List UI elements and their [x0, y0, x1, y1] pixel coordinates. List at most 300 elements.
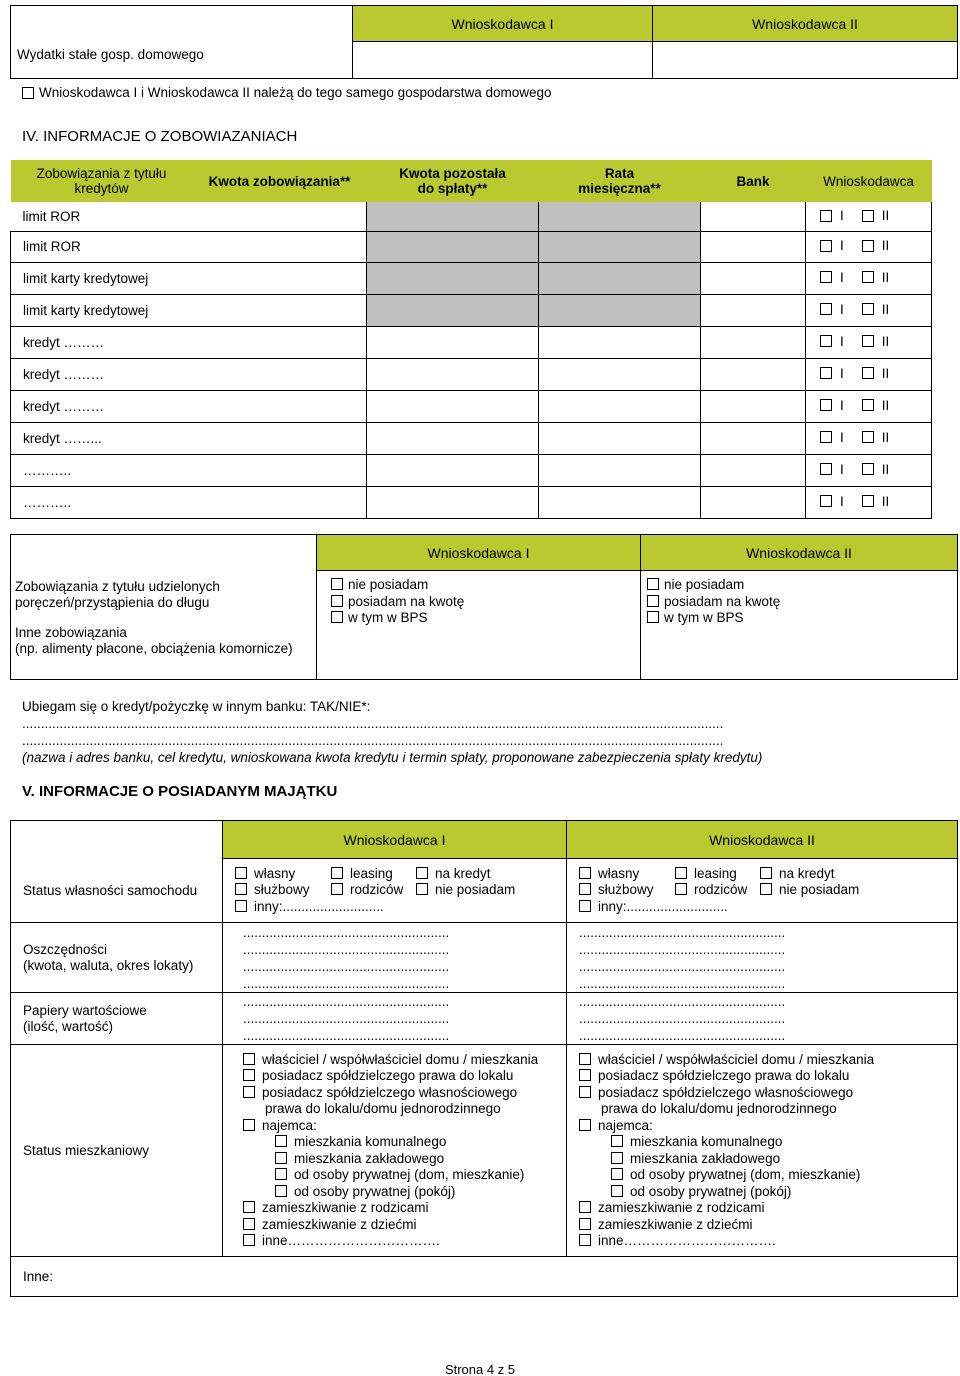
- liability-type-label: kredyt ………: [23, 366, 105, 382]
- assets-blank-header: [11, 821, 223, 859]
- liability-installment-cell[interactable]: [539, 422, 701, 454]
- liability-installment-cell[interactable]: [539, 262, 701, 294]
- household-checkbox[interactable]: [22, 87, 34, 99]
- liability-type-label: limit karty kredytowej: [23, 270, 149, 286]
- checkbox[interactable]: [611, 1135, 623, 1147]
- dotline: .......................................................: [243, 1011, 450, 1026]
- housing-option[interactable]: [579, 1200, 957, 1217]
- checkbox[interactable]: [579, 867, 591, 879]
- checkbox[interactable]: [611, 1152, 623, 1164]
- checkbox[interactable]: [647, 578, 659, 590]
- option-label: w tym w BPS: [664, 610, 744, 625]
- checkbox[interactable]: [862, 399, 874, 411]
- housing-option[interactable]: [579, 1184, 957, 1201]
- housing-option[interactable]: [243, 1217, 566, 1234]
- car-option[interactable]: [331, 866, 393, 881]
- checkbox[interactable]: [760, 867, 772, 879]
- applicant-1-option[interactable]: [820, 366, 844, 381]
- liability-bank-cell[interactable]: [701, 202, 806, 231]
- option-label: I: [840, 301, 844, 317]
- checkbox[interactable]: [820, 495, 832, 507]
- option-label: I: [840, 333, 844, 349]
- savings-applicant1[interactable]: [223, 923, 567, 993]
- savings-applicant2[interactable]: [567, 923, 958, 993]
- liability-applicant-cell[interactable]: [806, 358, 932, 390]
- checkbox[interactable]: [416, 867, 428, 879]
- option-label: prawa do lokalu/domu jednorodzinnego: [601, 1101, 837, 1116]
- option-label: II: [881, 238, 890, 254]
- housing-option[interactable]: [579, 1233, 957, 1250]
- car-option[interactable]: [416, 866, 491, 881]
- checkbox[interactable]: [862, 271, 874, 283]
- section-4-title: IV. INFORMACJE O ZOBOWIAZANIACH: [22, 128, 298, 145]
- liability-installment-cell[interactable]: [539, 486, 701, 518]
- checkbox[interactable]: [331, 611, 343, 623]
- liability-amount-cell[interactable]: [193, 202, 367, 231]
- checkbox[interactable]: [647, 595, 659, 607]
- applicant-1-option[interactable]: [820, 334, 844, 349]
- option-label: II: [881, 461, 890, 477]
- checkbox[interactable]: [820, 240, 832, 252]
- option-label: II: [881, 493, 890, 509]
- option-label: II: [881, 269, 890, 285]
- housing-option[interactable]: [579, 1068, 957, 1085]
- checkbox[interactable]: [862, 367, 874, 379]
- assets-applicant1-header: Wnioskodawca I: [223, 821, 567, 859]
- checkbox[interactable]: [243, 1218, 255, 1230]
- car-option[interactable]: [760, 866, 835, 881]
- checkbox[interactable]: [862, 495, 874, 507]
- checkbox[interactable]: [611, 1168, 623, 1180]
- guarantees-applicant2-header: Wnioskodawca II: [641, 535, 958, 571]
- car-options-applicant1: [223, 859, 567, 923]
- liability-amount-cell[interactable]: [193, 231, 367, 262]
- option-label: II: [881, 333, 890, 349]
- dotline: .......................................................: [243, 941, 450, 957]
- option-label: mieszkania komunalnego: [630, 1134, 783, 1149]
- liability-remaining-cell[interactable]: [367, 454, 539, 486]
- liability-row: [11, 390, 932, 422]
- liabilities-bank-header: Bank: [736, 173, 770, 189]
- applicant-2-option[interactable]: [862, 302, 890, 317]
- dotline: .......................................................: [579, 1028, 786, 1043]
- liability-remaining-cell[interactable]: [367, 231, 539, 262]
- option-label: nie posiadam: [664, 577, 745, 592]
- liabilities-applicant-header: Wnioskodawca: [823, 173, 914, 189]
- liability-remaining-cell[interactable]: [367, 358, 539, 390]
- car-option[interactable]: [579, 882, 654, 897]
- liability-installment-cell[interactable]: [539, 326, 701, 358]
- liability-amount-cell[interactable]: [193, 390, 367, 422]
- guarantees-applicant1-header: Wnioskodawca I: [317, 535, 641, 571]
- option-label: posiadacz spółdzielczego własnościowego: [262, 1084, 518, 1100]
- option-label: I: [840, 429, 844, 445]
- applicant-2-option[interactable]: [862, 430, 890, 445]
- dotline: .......................................................: [243, 958, 450, 974]
- liability-type-cell: [11, 454, 193, 486]
- liability-type-cell: [11, 326, 193, 358]
- option-label: leasing: [694, 865, 737, 881]
- guarantees-applicant2-options: [641, 571, 958, 680]
- liability-applicant-cell[interactable]: [806, 262, 932, 294]
- applicant-2-option[interactable]: [862, 208, 890, 223]
- option-label: inne…………………………….: [598, 1233, 776, 1248]
- option-label: właściciel / współwłaściciel domu / mieszkania: [598, 1051, 875, 1067]
- liability-bank-cell[interactable]: [701, 422, 806, 454]
- option-label: mieszkania zakładowego: [294, 1150, 445, 1166]
- other-assets-row[interactable]: [11, 1257, 958, 1297]
- checkbox[interactable]: [647, 611, 659, 623]
- checkbox[interactable]: [579, 1234, 591, 1246]
- checkbox[interactable]: [579, 1086, 591, 1098]
- option-label: posiadacz spółdzielczego prawa do lokalu: [598, 1068, 850, 1083]
- securities-label-1: Papiery wartościowe: [23, 1002, 147, 1018]
- checkbox[interactable]: [862, 431, 874, 443]
- household-checkbox-row[interactable]: [22, 85, 552, 100]
- car-grid: [579, 866, 957, 916]
- housing-option[interactable]: [243, 1184, 566, 1201]
- option-label: mieszkania komunalnego: [294, 1134, 447, 1149]
- other-bank-question: Ubiegam się o kredyt/pożyczkę w innym banku: TAK/NIE*:: [22, 699, 371, 714]
- checkbox[interactable]: [862, 240, 874, 252]
- checkbox[interactable]: [675, 883, 687, 895]
- option-label: zamieszkiwanie z dziećmi: [262, 1216, 417, 1232]
- dotline: .......................................................: [579, 994, 786, 1009]
- applicant-1-option[interactable]: [820, 494, 844, 509]
- option-label: II: [881, 397, 890, 413]
- liability-amount-cell[interactable]: [193, 486, 367, 518]
- guarantees-label-1: Zobowiązania z tytułu udzielonych poręczeń/przystąpienia do długu: [15, 578, 220, 610]
- checkbox[interactable]: [331, 595, 343, 607]
- housing-status-label: Status mieszkaniowy: [11, 1045, 223, 1257]
- expenses-applicant2-input[interactable]: [653, 42, 958, 79]
- option-label: I: [840, 269, 844, 285]
- housing-option[interactable]: [579, 1134, 957, 1151]
- liability-type-cell: [11, 231, 193, 262]
- liability-applicant-cell[interactable]: [806, 390, 932, 422]
- housing-option[interactable]: [243, 1167, 566, 1184]
- option-label: posiadacz spółdzielczego prawa do lokalu: [262, 1068, 514, 1083]
- car-option[interactable]: [331, 882, 403, 897]
- liability-type-cell: [11, 486, 193, 518]
- liability-row: [11, 231, 932, 262]
- option-label: zamieszkiwanie z rodzicami: [598, 1200, 765, 1215]
- liability-installment-cell[interactable]: [539, 294, 701, 326]
- liability-type-label: kredyt ………: [23, 334, 105, 350]
- liability-installment-cell[interactable]: [539, 390, 701, 422]
- dotline: .......................................................: [579, 958, 786, 974]
- liability-amount-cell[interactable]: [193, 326, 367, 358]
- liability-row: [11, 262, 932, 294]
- guarantees-label-2a: Inne zobowiązania: [15, 624, 127, 640]
- liability-applicant-cell[interactable]: [806, 326, 932, 358]
- option-label: posiadam na kwotę: [348, 593, 465, 609]
- liability-remaining-cell[interactable]: [367, 486, 539, 518]
- liability-applicant-cell[interactable]: [806, 202, 932, 231]
- liability-bank-cell[interactable]: [701, 262, 806, 294]
- checkbox[interactable]: [235, 867, 247, 879]
- housing-option[interactable]: [243, 1200, 566, 1217]
- option-label: na kredyt: [779, 865, 835, 881]
- savings-label-1: Oszczędności: [23, 941, 108, 957]
- car-option[interactable]: [579, 899, 728, 914]
- checkbox[interactable]: [820, 431, 832, 443]
- option-label: I: [840, 208, 844, 223]
- option-label: inny:...........................: [254, 898, 384, 914]
- option-label: na kredyt: [435, 865, 491, 881]
- liabilities-remaining-header: Kwota pozostała do spłaty**: [399, 166, 506, 196]
- housing-option[interactable]: [243, 1118, 566, 1135]
- housing-option[interactable]: [579, 1052, 957, 1069]
- option-label: I: [840, 365, 844, 381]
- checkbox[interactable]: [862, 335, 874, 347]
- car-option[interactable]: [235, 899, 384, 914]
- securities-label: [11, 993, 223, 1045]
- checkbox[interactable]: [275, 1135, 287, 1147]
- applicant-1-option[interactable]: [820, 208, 844, 223]
- liability-bank-cell[interactable]: [701, 231, 806, 262]
- checkbox[interactable]: [820, 271, 832, 283]
- expenses-applicant1-header: Wnioskodawca I: [353, 6, 653, 42]
- car-option[interactable]: [235, 866, 295, 881]
- checkbox[interactable]: [243, 1234, 255, 1246]
- housing-option[interactable]: [579, 1151, 957, 1168]
- checkbox[interactable]: [579, 900, 591, 912]
- liability-amount-cell[interactable]: [193, 454, 367, 486]
- applicant-2-option[interactable]: [862, 334, 890, 349]
- expenses-applicant1-input[interactable]: [353, 42, 653, 79]
- checkbox[interactable]: [275, 1185, 287, 1197]
- checkbox[interactable]: [235, 900, 247, 912]
- checkbox[interactable]: [243, 1086, 255, 1098]
- option-label: właściciel / współwłaściciel domu / mieszkania: [262, 1051, 539, 1067]
- option-label: nie posiadam: [435, 881, 516, 897]
- checkbox[interactable]: [820, 303, 832, 315]
- option-label: II: [881, 208, 890, 223]
- checkbox[interactable]: [675, 867, 687, 879]
- liability-bank-cell[interactable]: [701, 486, 806, 518]
- liability-type-label: kredyt ……...: [23, 430, 102, 446]
- applicant-2-option[interactable]: [862, 398, 890, 413]
- liability-remaining-cell[interactable]: [367, 326, 539, 358]
- checkbox[interactable]: [579, 1218, 591, 1230]
- checkbox[interactable]: [611, 1185, 623, 1197]
- checkbox[interactable]: [820, 463, 832, 475]
- liability-installment-cell[interactable]: [539, 358, 701, 390]
- liability-amount-cell[interactable]: [193, 294, 367, 326]
- checkbox[interactable]: [243, 1069, 255, 1081]
- liability-applicant-cell[interactable]: [806, 294, 932, 326]
- liability-applicant-cell[interactable]: [806, 486, 932, 518]
- option-label: I: [840, 461, 844, 477]
- checkbox[interactable]: [862, 463, 874, 475]
- checkbox[interactable]: [243, 1053, 255, 1065]
- housing-option[interactable]: [579, 1217, 957, 1234]
- securities-label-2: (ilość, wartość): [23, 1018, 114, 1034]
- g2-opt-none[interactable]: [647, 577, 957, 594]
- option-label: w tym w BPS: [348, 610, 428, 625]
- car-option[interactable]: [416, 882, 515, 897]
- liability-type-cell: [11, 422, 193, 454]
- liability-applicant-cell[interactable]: [806, 454, 932, 486]
- g2-opt-bps[interactable]: [647, 610, 957, 627]
- housing-option[interactable]: [243, 1233, 566, 1250]
- liability-type-label: kredyt ………: [23, 398, 105, 414]
- liability-type-cell: [11, 358, 193, 390]
- liability-applicant-cell[interactable]: [806, 422, 932, 454]
- liability-type-cell: [11, 294, 193, 326]
- housing-option[interactable]: [243, 1134, 566, 1151]
- housing-option[interactable]: [243, 1052, 566, 1069]
- option-label: I: [840, 493, 844, 509]
- checkbox[interactable]: [820, 367, 832, 379]
- liability-amount-cell[interactable]: [193, 358, 367, 390]
- liability-remaining-cell[interactable]: [367, 390, 539, 422]
- assets-table: [10, 820, 958, 1297]
- option-label: rodziców: [694, 881, 748, 897]
- checkbox[interactable]: [243, 1201, 255, 1213]
- applicant-2-option[interactable]: [862, 494, 890, 509]
- securities-applicant2[interactable]: [567, 993, 958, 1045]
- checkbox[interactable]: [275, 1152, 287, 1164]
- housing-option[interactable]: [579, 1118, 957, 1135]
- car-option[interactable]: [235, 882, 310, 897]
- liability-row: [11, 422, 932, 454]
- expenses-table: [10, 5, 958, 79]
- option-label: II: [881, 429, 890, 445]
- option-label: służbowy: [598, 881, 654, 897]
- car-options-applicant2: [567, 859, 958, 923]
- applicant-2-option[interactable]: [862, 238, 890, 253]
- liability-type-cell: [11, 262, 193, 294]
- option-label: od osoby prywatnej (pokój): [294, 1183, 456, 1199]
- car-status-label: Status własności samochodu: [11, 859, 223, 923]
- housing-option[interactable]: [243, 1151, 566, 1168]
- checkbox[interactable]: [820, 335, 832, 347]
- option-label: II: [881, 365, 890, 381]
- option-label: mieszkania zakładowego: [630, 1150, 781, 1166]
- checkbox[interactable]: [862, 303, 874, 315]
- applicant-1-option[interactable]: [820, 462, 844, 477]
- car-option[interactable]: [675, 882, 747, 897]
- checkbox[interactable]: [820, 399, 832, 411]
- checkbox[interactable]: [579, 1119, 591, 1131]
- savings-label: [11, 923, 223, 993]
- liability-row: [11, 486, 932, 518]
- other-bank-dots-2[interactable]: ...........................................................................................................................................................................................: [22, 733, 724, 748]
- other-bank-block: [22, 698, 936, 766]
- applicant-1-option[interactable]: [820, 270, 844, 285]
- other-bank-dots-1[interactable]: ...........................................................................................................................................................................................: [22, 716, 724, 731]
- guarantees-label-2b: (np. alimenty płacone, obciążenia komornicze): [15, 640, 293, 656]
- g1-opt-none[interactable]: [331, 577, 640, 594]
- dotline: .......................................................: [243, 924, 450, 940]
- guarantees-table: [10, 534, 958, 680]
- applicant-1-option[interactable]: [820, 430, 844, 445]
- dotline: .......................................................: [579, 924, 786, 940]
- household-note: Wnioskodawca I i Wnioskodawca II należą do tego samego gospodarstwa domowego: [39, 85, 552, 100]
- checkbox[interactable]: [235, 883, 247, 895]
- car-option[interactable]: [760, 882, 859, 897]
- option-label: inny:...........................: [598, 898, 728, 914]
- housing-applicant1: [223, 1045, 567, 1257]
- liability-type-label: limit ROR: [23, 239, 81, 254]
- liability-remaining-cell[interactable]: [367, 202, 539, 231]
- securities-applicant1[interactable]: [223, 993, 567, 1045]
- applicant-1-option[interactable]: [820, 302, 844, 317]
- liability-installment-cell[interactable]: [539, 231, 701, 262]
- liabilities-installment-header: Rata miesięczna**: [578, 166, 661, 196]
- checkbox[interactable]: [760, 883, 772, 895]
- car-option[interactable]: [579, 866, 639, 881]
- checkbox[interactable]: [331, 883, 343, 895]
- checkbox[interactable]: [579, 1069, 591, 1081]
- checkbox[interactable]: [862, 210, 874, 222]
- section-5-title: V. INFORMACJE O POSIADANYM MAJĄTKU: [22, 783, 338, 800]
- liability-amount-cell[interactable]: [193, 422, 367, 454]
- liability-type-cell: [11, 202, 193, 231]
- housing-option[interactable]: [579, 1085, 957, 1102]
- liability-remaining-cell[interactable]: [367, 294, 539, 326]
- checkbox[interactable]: [579, 883, 591, 895]
- liability-bank-cell[interactable]: [701, 358, 806, 390]
- housing-option[interactable]: [579, 1167, 957, 1184]
- option-label: I: [840, 397, 844, 413]
- applicant-1-option[interactable]: [820, 238, 844, 253]
- option-label: najemca:: [598, 1117, 653, 1133]
- option-label: I: [840, 238, 844, 254]
- checkbox[interactable]: [243, 1119, 255, 1131]
- liability-bank-cell[interactable]: [701, 326, 806, 358]
- other-assets-label: Inne:: [23, 1269, 54, 1284]
- g1-opt-bps[interactable]: [331, 610, 640, 627]
- checkbox[interactable]: [331, 867, 343, 879]
- car-grid: [235, 866, 566, 916]
- option-label: leasing: [350, 865, 393, 881]
- checkbox[interactable]: [579, 1053, 591, 1065]
- savings-label-2: (kwota, waluta, okres lokaty): [23, 957, 194, 973]
- checkbox[interactable]: [820, 210, 832, 222]
- car-option[interactable]: [675, 866, 737, 881]
- option-label: zamieszkiwanie z dziećmi: [598, 1216, 753, 1232]
- option-label: inne…………………………….: [262, 1233, 440, 1248]
- liability-bank-cell[interactable]: [701, 294, 806, 326]
- g1-opt-amount[interactable]: [331, 594, 640, 611]
- liability-installment-cell[interactable]: [539, 454, 701, 486]
- liability-type-label: limit ROR: [22, 208, 81, 224]
- liability-applicant-cell[interactable]: [806, 231, 932, 262]
- housing-option[interactable]: [243, 1085, 566, 1102]
- applicant-2-option[interactable]: [862, 366, 890, 381]
- g2-opt-amount[interactable]: [647, 594, 957, 611]
- checkbox[interactable]: [275, 1168, 287, 1180]
- applicant-2-option[interactable]: [862, 462, 890, 477]
- liability-installment-cell[interactable]: [539, 202, 701, 231]
- liability-amount-cell[interactable]: [193, 262, 367, 294]
- liability-bank-cell[interactable]: [701, 454, 806, 486]
- dotline: .......................................................: [243, 994, 450, 1009]
- liability-remaining-cell[interactable]: [367, 262, 539, 294]
- option-label: II: [881, 301, 890, 317]
- applicant-2-option[interactable]: [862, 270, 890, 285]
- applicant-1-option[interactable]: [820, 398, 844, 413]
- checkbox[interactable]: [331, 578, 343, 590]
- liability-bank-cell[interactable]: [701, 390, 806, 422]
- housing-option[interactable]: [243, 1068, 566, 1085]
- checkbox[interactable]: [579, 1201, 591, 1213]
- liability-remaining-cell[interactable]: [367, 422, 539, 454]
- checkbox[interactable]: [416, 883, 428, 895]
